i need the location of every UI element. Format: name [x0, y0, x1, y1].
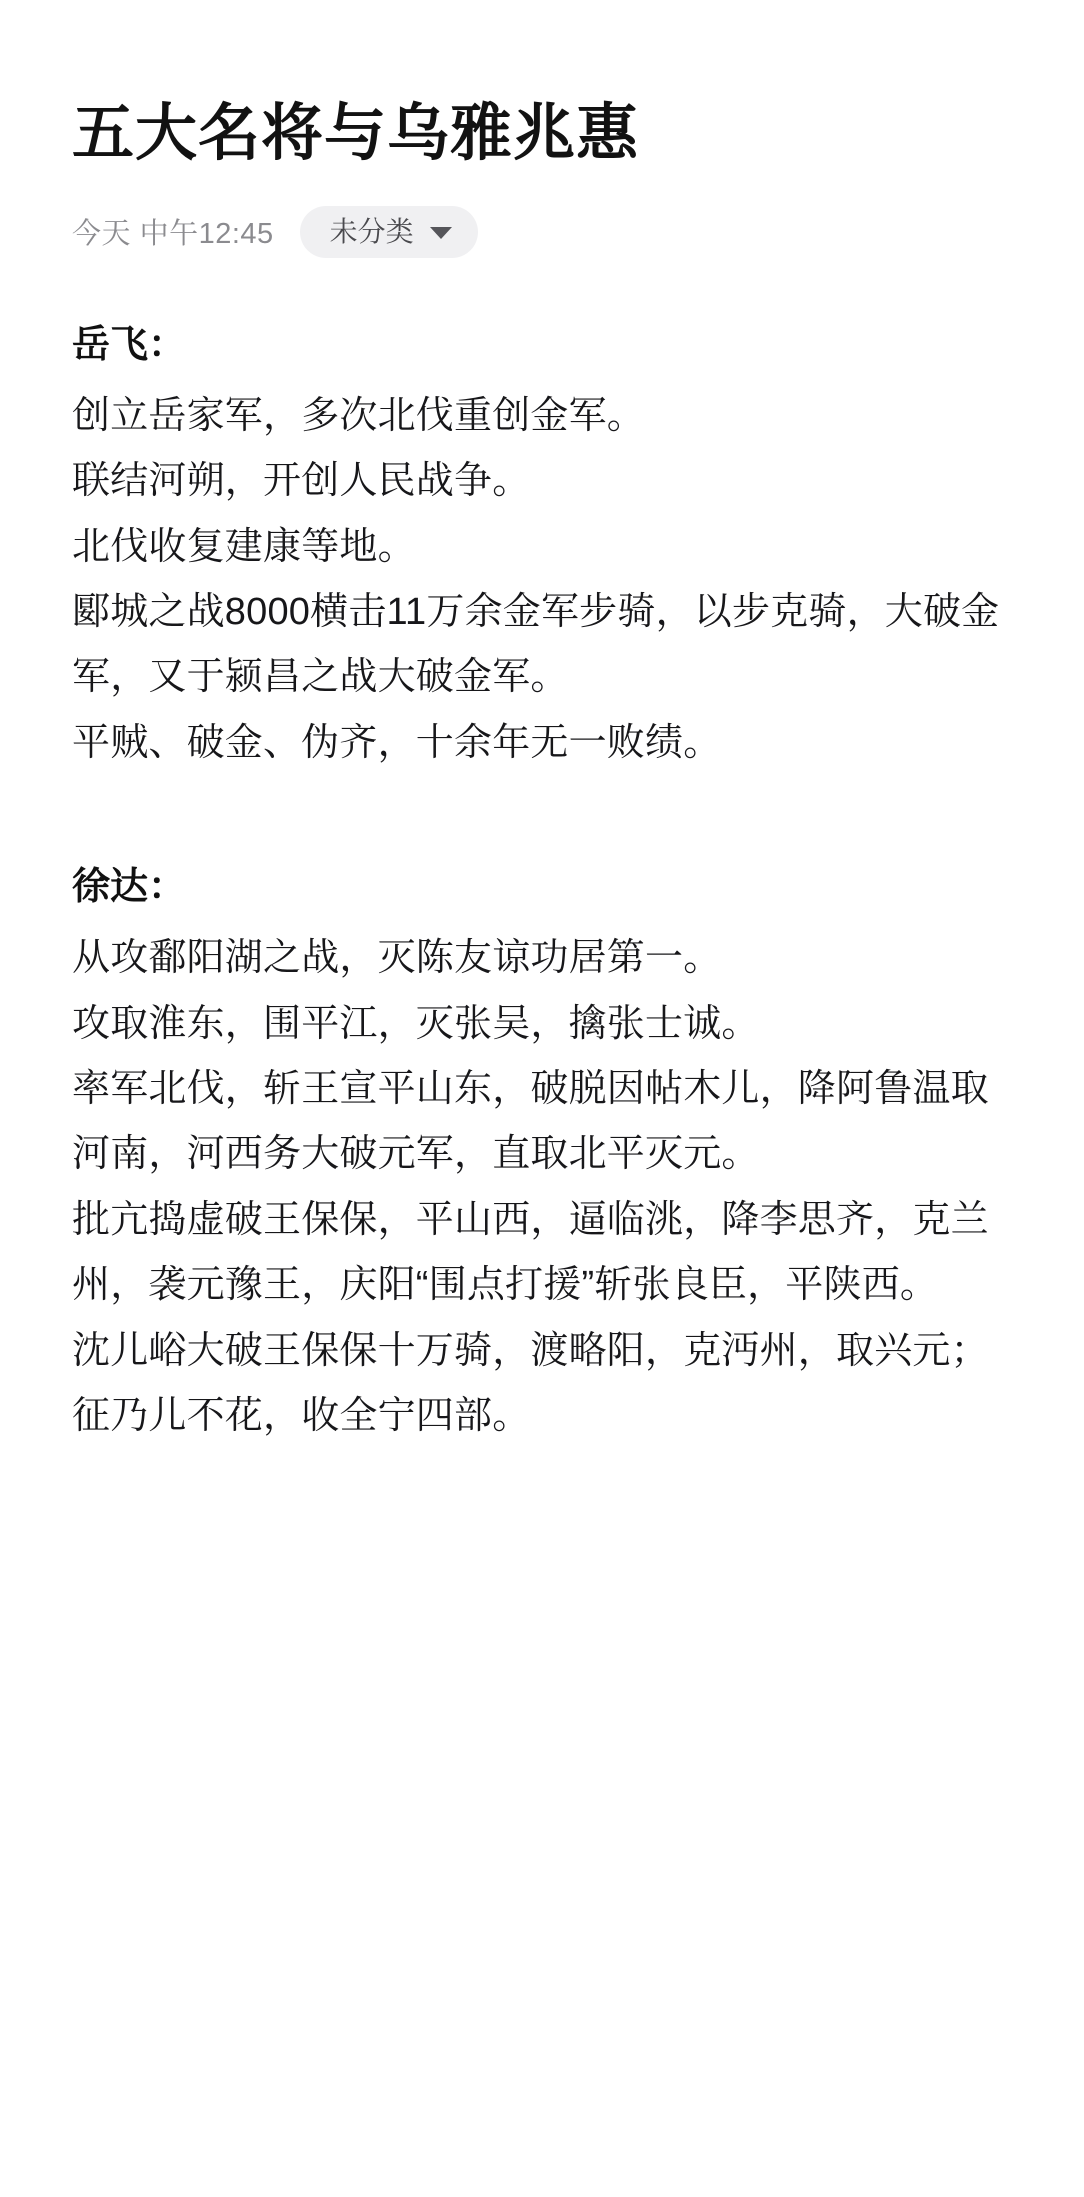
- category-label: 未分类: [329, 215, 414, 247]
- page-title: 五大名将与乌雅兆惠: [72, 99, 640, 168]
- body-line: 沈儿峪大破王保保十万骑，渡略阳，克沔州，取兴元；征乃儿不花，收全宁四部。: [72, 1329, 989, 1437]
- chevron-down-icon: [430, 227, 452, 239]
- body-line: 联结河朔，开创人民战争。: [72, 460, 531, 503]
- section-heading: 徐达：: [72, 866, 187, 909]
- note-date: [72, 211, 274, 252]
- body-line: 攻取淮东，围平江，灭张吴，擒张士诚。: [72, 1002, 760, 1045]
- note-section-yuefei: [72, 310, 1012, 776]
- body-line: 从攻鄱阳湖之战，灭陈友谅功居第一。: [72, 937, 722, 980]
- body-line: 北伐收复建康等地。: [72, 525, 416, 568]
- note-section-xuda: [72, 852, 1012, 1449]
- body-line: 率军北伐，斩王宣平山东，破脱因帖木儿，降阿鲁温取河南，河西务大破元军，直取北平灭元。: [72, 1068, 989, 1176]
- note-date-day: 今天: [72, 218, 132, 251]
- body-line: 批亢捣虚破王保保，平山西，逼临洮，降李思齐，克兰州，袭元豫王，庆阳“围点打援”斩张良臣，平陕西。: [72, 1198, 989, 1307]
- body-line: 创立岳家军，多次北伐重创金军。: [72, 394, 646, 437]
- section-spacer: [72, 796, 1012, 852]
- note-meta: [72, 206, 1012, 258]
- category-selector[interactable]: [300, 206, 478, 258]
- note-date-time: 中午12:45: [139, 218, 274, 251]
- body-line: 郾城之战8000横击11万余金军步骑，以步克骑，大破金军，又于颍昌之战大破金军。: [72, 591, 1000, 699]
- body-line: 平贼、破金、伪齐，十余年无一败绩。: [72, 721, 722, 764]
- section-heading: 岳飞：: [72, 323, 187, 366]
